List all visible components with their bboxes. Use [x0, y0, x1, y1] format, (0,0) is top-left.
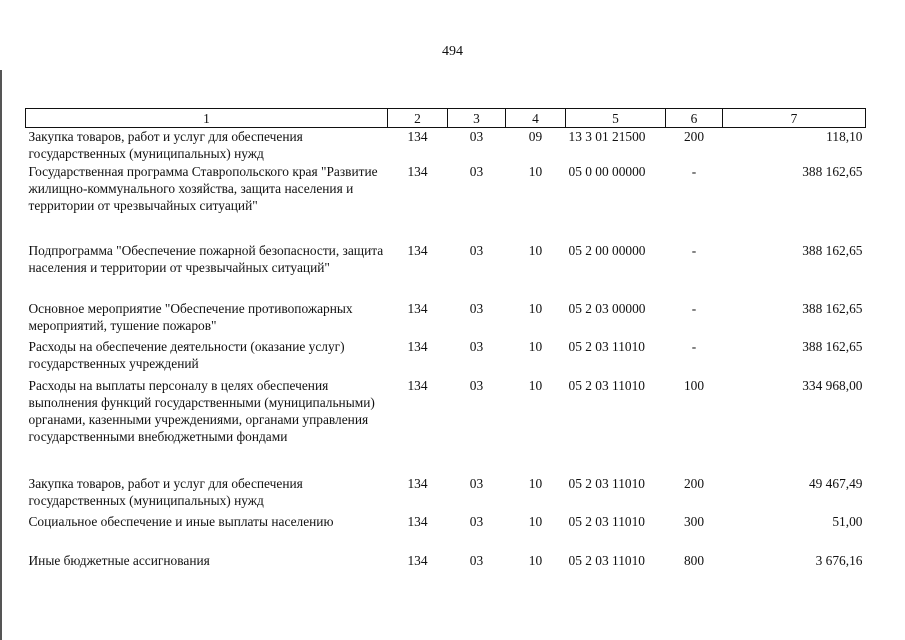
row-code-2: 134: [407, 513, 428, 529]
budget-table: [25, 108, 866, 582]
header-col-3: 3: [448, 109, 506, 128]
row-code-5: 05 2 03 11010: [568, 338, 645, 354]
row-amount: 3 676,16: [815, 552, 863, 568]
row-code-2: 134: [407, 300, 428, 316]
row-name: Расходы на обеспечение деятельности (оказание услуг) государственных учреждений: [28, 338, 345, 371]
table-header: [26, 109, 866, 128]
row-code-5: 05 2 03 11010: [568, 475, 645, 491]
row-name: Закупка товаров, работ и услуг для обеспечения государственных (муниципальных) нужд: [28, 475, 303, 508]
table-body: [26, 128, 866, 582]
row-name: Расходы на выплаты персоналу в целях обеспечения выполнения функций государственными (муниципальными) органами, казенными учреждениями, органами управления государственными внебюджетными фондами: [28, 377, 375, 444]
row-code-3: 03: [469, 475, 484, 491]
row-code-3: 03: [469, 513, 484, 529]
row-code-2: 134: [407, 552, 428, 568]
row-code-3: 03: [469, 129, 484, 144]
row-code-4: 10: [528, 513, 543, 529]
row-code-4: 10: [528, 300, 543, 316]
row-amount: 388 162,65: [802, 338, 863, 354]
table-row: [26, 513, 866, 552]
row-amount: 51,00: [832, 513, 863, 529]
header-col-2: 2: [388, 109, 448, 128]
row-code-3: 03: [469, 242, 484, 258]
row-code-4: 10: [528, 163, 543, 179]
table-row: [26, 338, 866, 377]
table-row: [26, 377, 866, 475]
header-col-6: 6: [666, 109, 723, 128]
row-code-6: 200: [683, 129, 705, 144]
row-code-5: 05 2 03 11010: [568, 552, 645, 568]
row-amount: 49 467,49: [808, 475, 863, 491]
table-row: [26, 475, 866, 513]
row-code-3: 03: [469, 163, 484, 179]
row-amount: 388 162,65: [802, 300, 863, 316]
row-code-2: 134: [407, 377, 428, 393]
row-name: Социальное обеспечение и иные выплаты населению: [28, 513, 334, 529]
row-code-6: -: [691, 338, 697, 354]
row-code-6: 800: [683, 552, 705, 568]
header-col-5: 5: [566, 109, 666, 128]
row-name: Закупка товаров, работ и услуг для обеспечения государственных (муниципальных) нужд: [28, 129, 303, 161]
row-code-3: 03: [469, 300, 484, 316]
row-code-4: 10: [528, 475, 543, 491]
header-col-7: 7: [723, 109, 866, 128]
row-code-2: 134: [407, 163, 428, 179]
row-code-2: 134: [407, 129, 428, 144]
row-code-6: 200: [683, 475, 705, 491]
table-row: [26, 552, 866, 582]
row-amount: 388 162,65: [802, 242, 863, 258]
row-code-2: 134: [407, 338, 428, 354]
row-name: Основное мероприятие "Обеспечение противопожарных мероприятий, тушение пожаров": [28, 300, 353, 333]
row-code-5: 05 2 00 00000: [568, 242, 646, 258]
row-code-4: 10: [528, 338, 543, 354]
row-code-3: 03: [469, 338, 484, 354]
row-amount: 118,10: [826, 129, 863, 144]
row-code-4: 10: [528, 242, 543, 258]
page-number: 494: [442, 44, 463, 59]
table-row: [26, 242, 866, 300]
table-row: [26, 300, 866, 338]
row-code-5: 05 2 03 11010: [568, 513, 645, 529]
row-code-6: 100: [683, 377, 705, 393]
row-code-2: 134: [407, 475, 428, 491]
table-row: [26, 163, 866, 242]
row-code-6: -: [691, 163, 697, 179]
row-code-6: -: [691, 242, 697, 258]
row-code-2: 134: [407, 242, 428, 258]
row-name: Подпрограмма "Обеспечение пожарной безопасности, защита населения и территории от чрезвычайных ситуаций": [28, 242, 384, 275]
header-col-4: 4: [506, 109, 566, 128]
row-name: Государственная программа Ставропольского края "Развитие жилищно-коммунального хозяйства, защита населения и территории от чрезвычайных ситуаций": [28, 163, 378, 213]
row-code-4: 09: [528, 129, 543, 144]
row-code-4: 10: [528, 552, 543, 568]
left-margin-rule: [0, 70, 2, 640]
row-code-5: 05 2 03 11010: [568, 377, 645, 393]
row-code-5: 13 3 01 21500: [568, 129, 646, 144]
row-code-5: 05 0 00 00000: [568, 163, 646, 179]
row-amount: 334 968,00: [802, 377, 863, 393]
row-code-6: 300: [683, 513, 705, 529]
table-row: [26, 128, 866, 163]
row-code-3: 03: [469, 552, 484, 568]
row-amount: 388 162,65: [802, 163, 863, 179]
header-row: [26, 109, 866, 128]
row-name: Иные бюджетные ассигнования: [28, 552, 210, 568]
row-code-4: 10: [528, 377, 543, 393]
row-code-3: 03: [469, 377, 484, 393]
row-code-6: -: [691, 300, 697, 316]
row-code-5: 05 2 03 00000: [568, 300, 646, 316]
header-col-1: 1: [26, 109, 388, 128]
